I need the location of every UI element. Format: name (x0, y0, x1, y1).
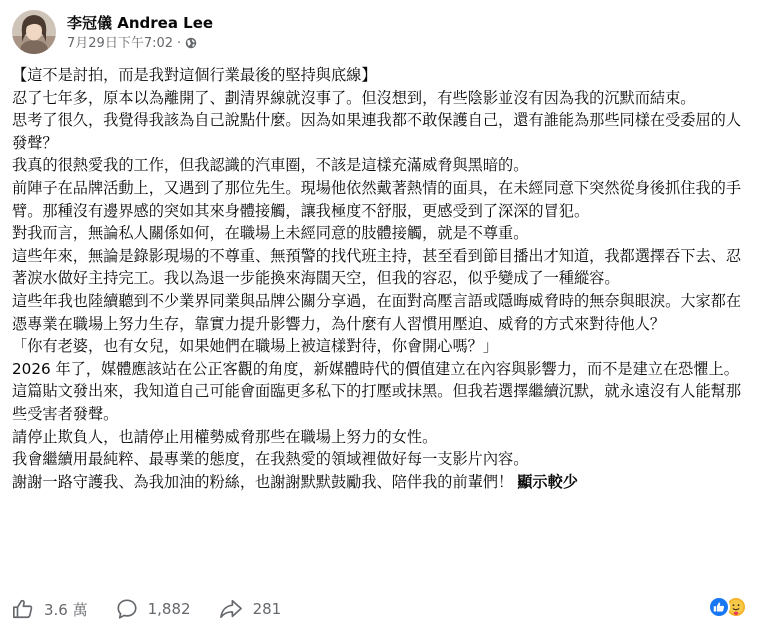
post-subline (67, 35, 213, 52)
thumbs-up-icon (12, 598, 34, 620)
post-last-paragraph (12, 471, 752, 494)
post-paragraph: 我真的很熱愛我的工作，但我認識的汽車圈，不該是這樣充滿威脅與黑暗的。 (12, 156, 529, 175)
post-meta (67, 13, 213, 52)
post-paragraph: 2026 年了，媒體應該站在公正客觀的角度，新媒體時代的價值建立在內容與影響力，而不是建立在恐懼上。 (12, 359, 739, 378)
post-paragraph: 忍了七年多，原本以為離開了、劃清界線就沒事了。但沒想到，有些陰影並沒有因為我的沉默而結束。 (12, 88, 696, 107)
globe-icon[interactable] (185, 37, 197, 49)
author-avatar[interactable] (12, 10, 56, 54)
post-paragraph: 這些年來，無論是錄影現場的不尊重、無預警的找代班主持，甚至看到節目播出才知道，我都選擇吞下去、忍著淚水做好主持完工。我以為退一步能換來海闊天空，但我的容忍，似乎變成了一種縱容。 (12, 246, 741, 288)
share-arrow-icon (219, 598, 243, 620)
like-count: 3.6 萬 (44, 600, 88, 619)
share-button[interactable] (219, 598, 282, 620)
post-footer (12, 594, 747, 624)
post-paragraph: 思考了很久，我覺得我該為自己說點什麼。因為如果連我都不敢保護自己，還有誰能為那些同樣在受委屈的人發聲？ (12, 111, 741, 152)
post-paragraph: 請停止欺負人，也請停止用權勢威脅那些在職場上努力的女性。 (12, 427, 438, 446)
post-paragraph: 這些年我也陸續聽到不少業界同業與品牌公關分享過，在面對高壓言語或隱晦威脅時的無奈與眼淚。大家都在憑專業在職場上努力生存，靠實力提升影響力，為什麼有人習慣用壓迫、威脅的方式來對待他人？ (12, 291, 741, 333)
share-count: 281 (252, 600, 282, 618)
like-button[interactable] (12, 598, 88, 620)
show-less-link[interactable]: 顯示較少 (517, 472, 578, 491)
avatar-image-icon (12, 10, 56, 54)
post-paragraph: 【這不是討拍，而是我對這個行業最後的堅持與底線】 (12, 66, 377, 84)
post-body (12, 64, 752, 493)
comment-count: 1,882 (147, 600, 191, 618)
post-paragraph: 這篇貼文發出來，我知道自己可能會面臨更多私下的打壓或抹黑。但我若選擇繼續沉默，就永遠沒有人能幫那些受害者發聲。 (12, 382, 741, 423)
comment-bubble-icon (116, 598, 138, 620)
post-paragraph-text: 謝謝一路守護我、為我加油的粉絲，也謝謝默默鼓勵我、陪伴我的前輩們！ (12, 472, 514, 491)
post-paragraph: 前陣子在品牌活動上，又遇到了那位先生。現場他依然戴著熱情的面具，在未經同意下突然從身後抓住我的手臂。那種沒有邊界感的突如其來身體接觸，讓我極度不舒服，更感受到了深深的冒犯。 (12, 178, 741, 220)
post-paragraph: 我會繼續用最純粹、最專業的態度，在我熱愛的領域裡做好每一支影片內容。 (12, 450, 529, 469)
meta-separator: · (177, 35, 182, 51)
like-reaction-icon (708, 596, 730, 618)
reaction-summary[interactable] (708, 596, 747, 618)
post-timestamp[interactable]: 7月29日下午7:02 (67, 35, 174, 51)
post-header (12, 9, 745, 55)
post-paragraph: 「你有老婆，也有女兒，如果她們在職場上被這樣對待，你會開心嗎？」 (12, 337, 498, 356)
post-paragraph: 對我而言，無論私人關係如何，在職場上未經同意的肢體接觸，就是不尊重。 (12, 224, 529, 243)
author-name[interactable]: 李冠儀 Andrea Lee (67, 13, 214, 32)
comment-button[interactable] (116, 598, 191, 620)
